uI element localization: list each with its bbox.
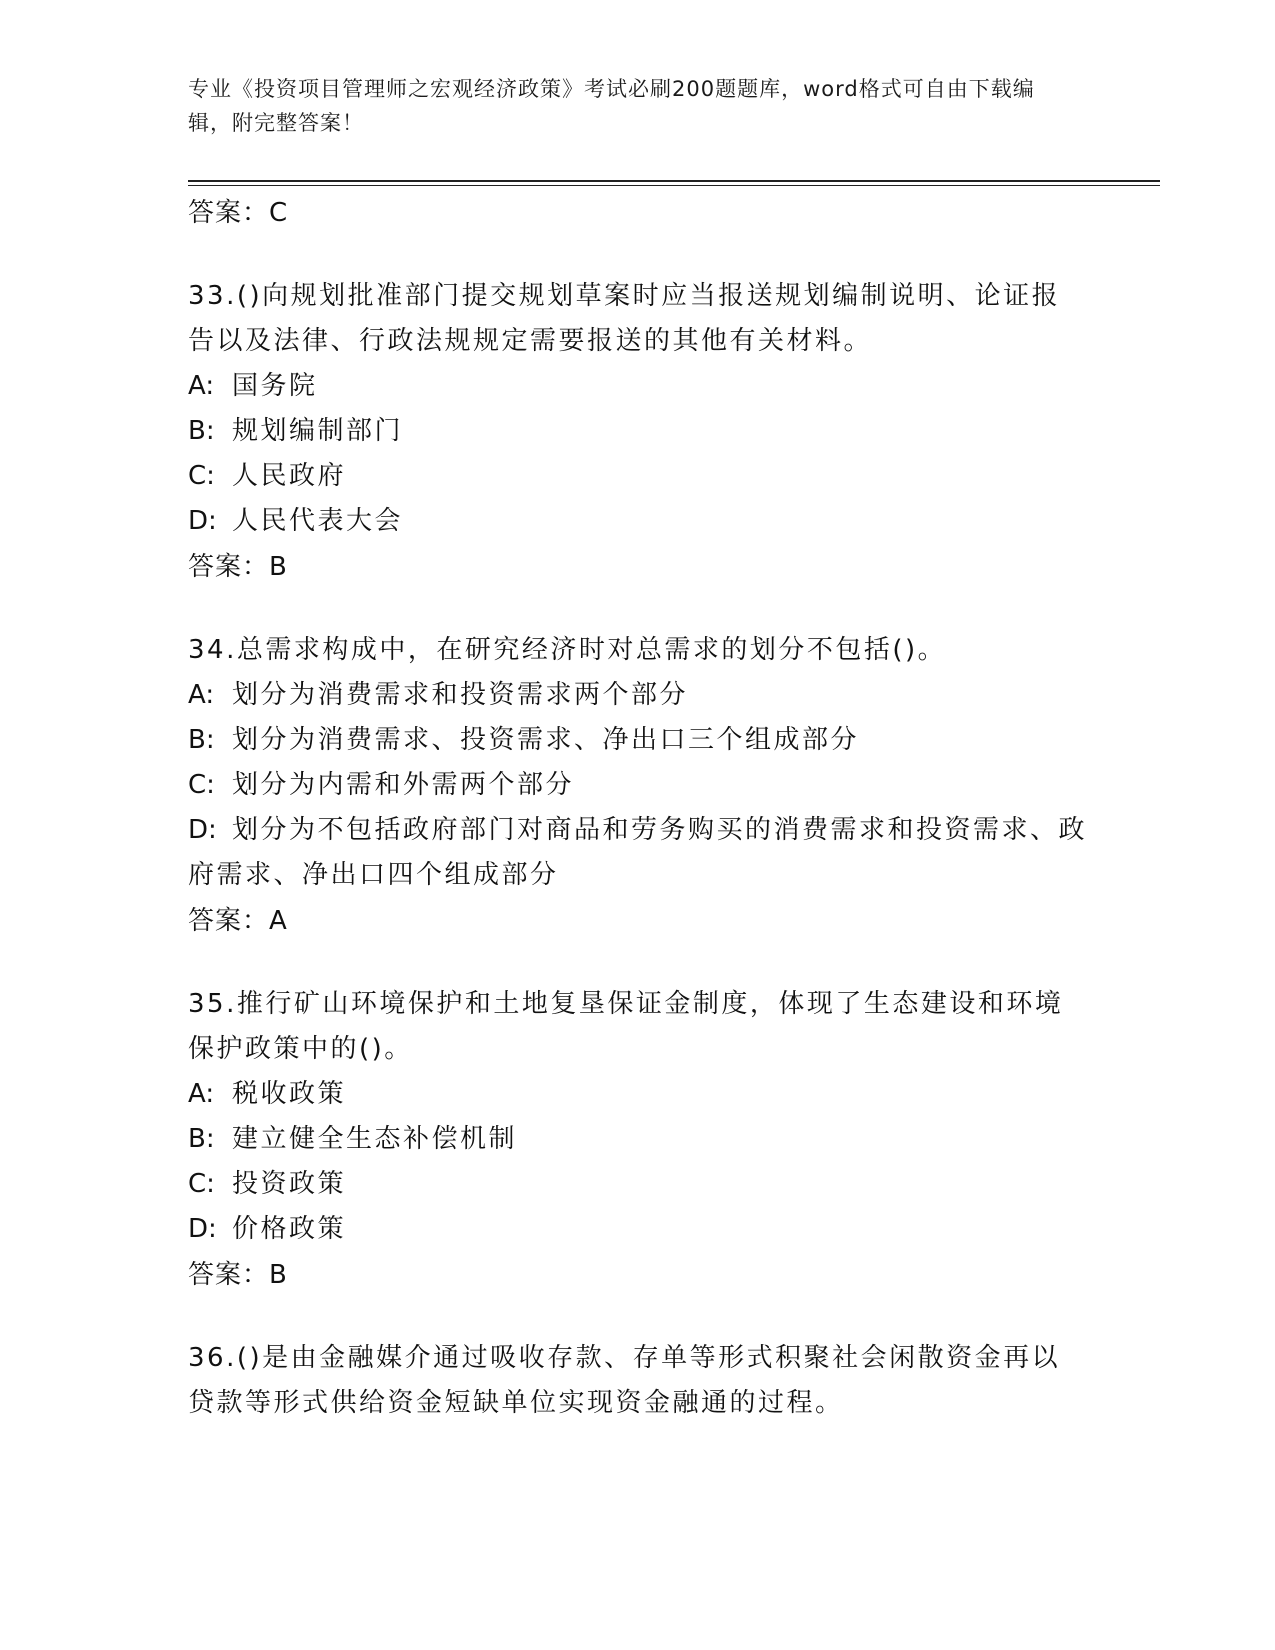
option-text: 划分为内需和外需两个部分	[232, 770, 575, 800]
option-text: 人民政府	[232, 461, 347, 491]
question-stem: 33.()向规划批准部门提交规划草案时应当报送规划编制说明、论证报告以及法律、行政法规规定需要报送的其他有关材料。	[188, 281, 1061, 356]
previous-answer: 答案：C	[188, 198, 289, 228]
question-35	[188, 982, 1088, 1298]
option-c	[188, 454, 1088, 499]
question-34	[188, 628, 1088, 944]
option-b	[188, 1117, 1088, 1162]
option-text: 税收政策	[232, 1079, 347, 1109]
header-rule-thick	[188, 180, 1160, 182]
option-text: 建立健全生态补偿机制	[232, 1124, 518, 1154]
document-body	[188, 190, 1088, 1426]
option-a	[188, 673, 1088, 718]
answer: 答案：B	[188, 552, 288, 582]
option-text: 划分为消费需求、投资需求、净出口三个组成部分	[232, 725, 860, 755]
question-stem: 36.()是由金融媒介通过吸收存款、存单等形式积聚社会闲散资金再以贷款等形式供给资金短缺单位实现资金融通的过程。	[188, 1343, 1061, 1418]
option-text: 国务院	[232, 371, 318, 401]
option-d	[188, 499, 1088, 544]
option-text: 规划编制部门	[232, 416, 404, 446]
option-b	[188, 718, 1088, 763]
header-rule-thin	[188, 185, 1160, 186]
option-label: A:	[188, 1079, 215, 1109]
option-label: C:	[188, 461, 215, 491]
option-text: 投资政策	[232, 1169, 347, 1199]
option-label: D:	[188, 815, 217, 845]
option-label: C:	[188, 770, 215, 800]
question-stem: 35.推行矿山环境保护和土地复垦保证金制度，体现了生态建设和环境保护政策中的()。	[188, 989, 1064, 1064]
option-text: 划分为消费需求和投资需求两个部分	[232, 680, 689, 710]
option-label: B:	[188, 725, 215, 755]
question-33	[188, 274, 1088, 590]
option-d	[188, 808, 1088, 898]
document-header: 专业《投资项目管理师之宏观经济政策》考试必刷200题题库，word格式可自由下载编辑，附完整答案！	[188, 77, 1035, 135]
option-label: A:	[188, 680, 215, 710]
question-36	[188, 1336, 1088, 1426]
answer: 答案：B	[188, 1260, 288, 1290]
option-label: B:	[188, 1124, 215, 1154]
option-label: A:	[188, 371, 215, 401]
option-label: C:	[188, 1169, 215, 1199]
option-a	[188, 1072, 1088, 1117]
option-label: B:	[188, 416, 215, 446]
option-text: 划分为不包括政府部门对商品和劳务购买的消费需求和投资需求、政府需求、净出口四个组成部分	[188, 815, 1088, 890]
option-c	[188, 763, 1088, 808]
answer: 答案：A	[188, 906, 288, 936]
option-text: 价格政策	[232, 1214, 347, 1244]
option-text: 人民代表大会	[232, 506, 404, 536]
option-label: D:	[188, 1214, 217, 1244]
option-d	[188, 1207, 1088, 1252]
option-b	[188, 409, 1088, 454]
option-c	[188, 1162, 1088, 1207]
option-label: D:	[188, 506, 217, 536]
option-a	[188, 364, 1088, 409]
question-stem: 34.总需求构成中，在研究经济时对总需求的划分不包括()。	[188, 635, 947, 665]
